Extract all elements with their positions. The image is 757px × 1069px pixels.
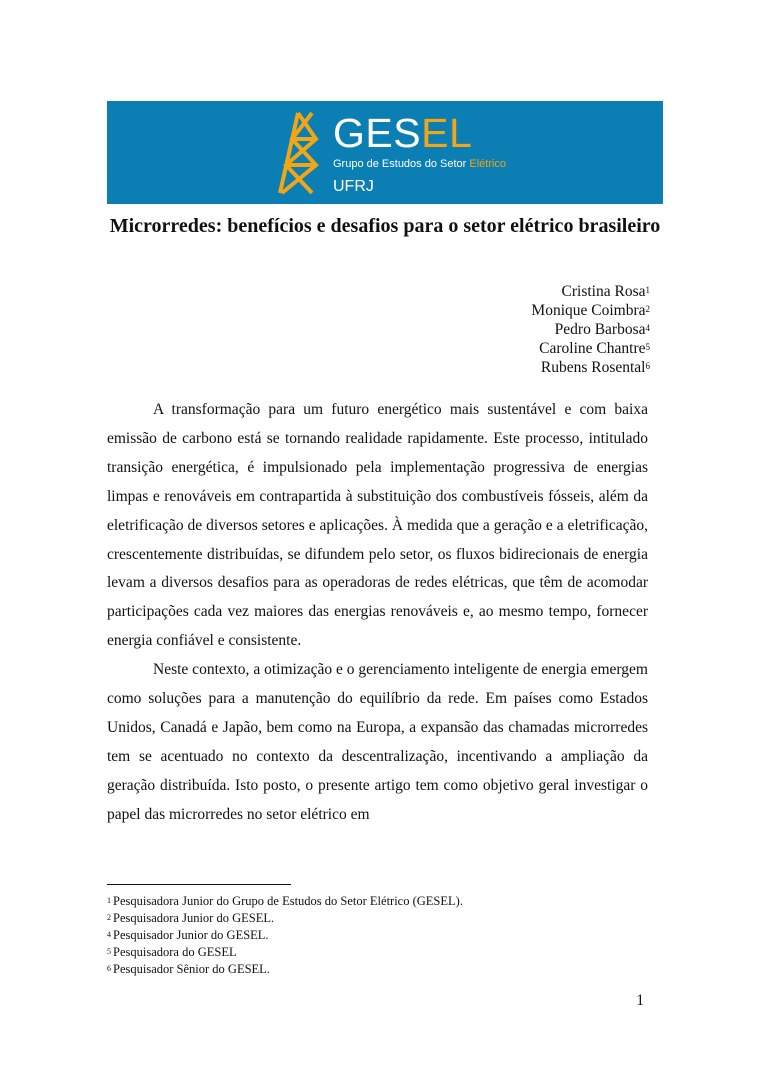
author: Caroline Chantre$^5$ — [539, 340, 650, 357]
paragraph: A transformação para um futuro energético mais sustentável e com baixa emissão de carbono está se tornando realidade rapidamente. Este processo, intitulado transição energética, é impulsionado pela implementação progressiva de energias limpas e renováveis em contrapartida à substituição dos combustíveis fósseis, além da eletrificação de diversos setores e aplicações. À medida que a geração e a eletrificação, crescentemente distribuídas, se difundem pelo setor, os fluxos bidirecionais de energia levam a diversos desafios para as operadoras de redes elétricas, que têm de acomodar participações cada vez maiores das energias renováveis e, ao mesmo tempo, fornecer energia confiável e consistente. — [107, 401, 648, 650]
author-list — [531, 282, 650, 377]
header-banner — [107, 101, 663, 204]
footnotes — [107, 893, 463, 978]
logo-university: UFRJ — [333, 178, 374, 195]
footnote: $^6$ Pesquisador Sênior do GESEL. — [107, 962, 270, 976]
footnote: $^5$ Pesquisadora do GESEL — [107, 945, 237, 959]
logo — [333, 111, 506, 197]
author: Rubens Rosental$^6$ — [540, 359, 650, 376]
footnote-divider — [107, 884, 291, 885]
logo-subtitle: Grupo de Estudos do Setor Elétrico — [333, 158, 507, 170]
transmission-tower-icon — [272, 109, 324, 197]
paper-title: Microrredes: benefícios e desafios para o setor elétrico brasileiro — [109, 215, 661, 237]
footnote: $^1$ Pesquisadora Junior do Grupo de Estudos do Setor Elétrico (GESEL). — [107, 894, 463, 908]
author: Cristina Rosa$^1$ — [561, 283, 650, 300]
paragraph: Neste contexto, a otimização e o gerenciamento inteligente de energia emergem como soluções para a manutenção do equilíbrio da rede. Em países como Estados Unidos, Canadá e Japão, bem como na Europa, a expansão das chamadas microrredes tem se acentuado no contexto da descentralização, incentivando a ampliação da geração distribuída. Isto posto, o presente artigo tem como objetivo geral investigar o papel das microrredes no setor elétrico em — [107, 661, 648, 823]
logo-title: GESEL — [333, 110, 473, 156]
page-number: 1 — [636, 992, 644, 1009]
body-text — [107, 396, 648, 830]
author: Pedro Barbosa$^4$ — [554, 321, 650, 338]
footnote: $^2$ Pesquisadora Junior do GESEL. — [107, 911, 275, 925]
footnote: $^4$ Pesquisador Junior do GESEL. — [107, 928, 269, 942]
author: Monique Coimbra$^2$ — [531, 302, 650, 319]
